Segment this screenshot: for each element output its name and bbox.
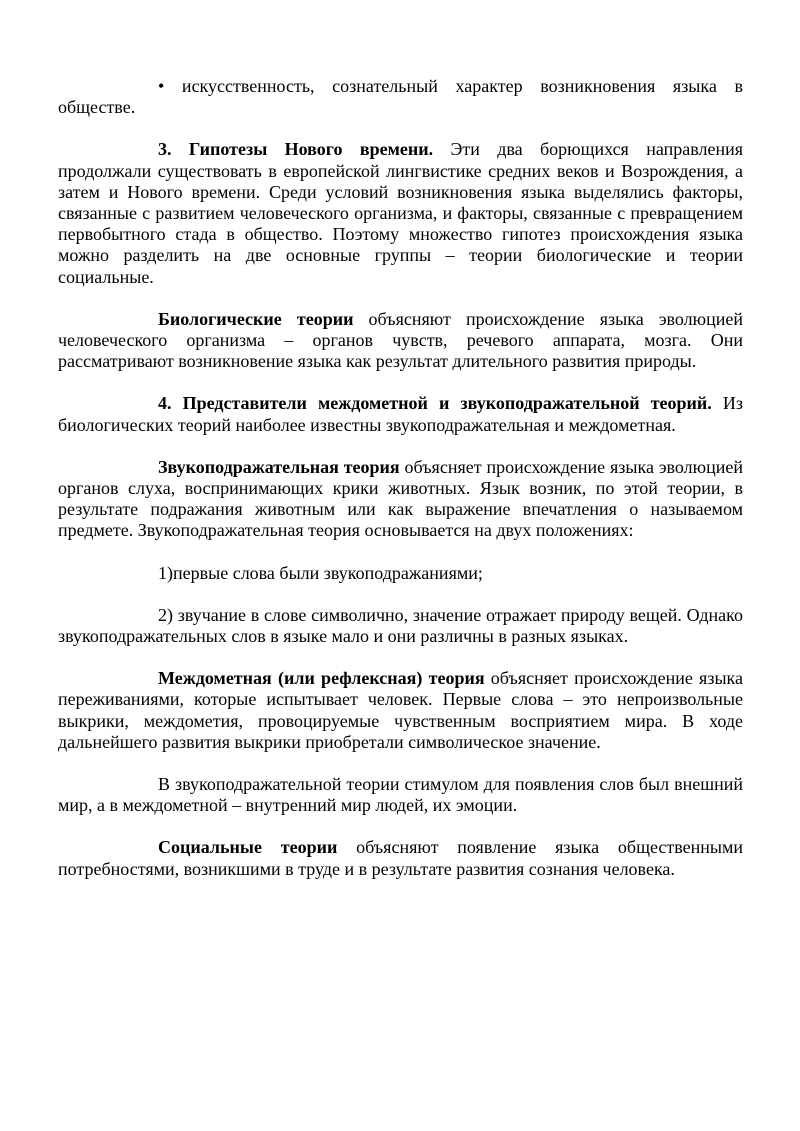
- onomatopoeic-theory-paragraph: [58, 457, 743, 542]
- list-item-1: [58, 563, 743, 584]
- paragraph-text: объясняет происхождение языка переживаниями, которые испытывает человек. Первые слова – это непроизвольные выкрики, междометия, провоцируемые чувственным восприятием мира. В ходе дальнейшего развития выкрики приобретали символическое значение.: [58, 668, 743, 752]
- social-theories-paragraph: [58, 837, 743, 879]
- interjection-theory-paragraph: [58, 668, 743, 753]
- comparison-paragraph: [58, 774, 743, 816]
- list-item-2: [58, 605, 743, 647]
- paragraph-text: В звукоподражательной теории стимулом для появления слов был внешний мир, а в междометной – внутренний мир людей, их эмоции.: [58, 774, 743, 816]
- paragraph-text: 2) звучание в слове символично, значение отражает природу вещей. Однако звукоподражательных слов в языке мало и они различны в разных языках.: [58, 604, 743, 647]
- paragraph-text: объясняют появление языка общественными потребностями, возникшими в труде и в результате развития сознания человека.: [58, 837, 743, 879]
- section-heading: 4. Представители междометной и звукоподражательной теорий.: [158, 393, 712, 414]
- paragraph-text: • искусственность, сознательный характер возникновения языка в обществе.: [58, 76, 743, 118]
- paragraph-text: Из биологических теорий наиболее известны звукоподражательная и междометная.: [58, 393, 744, 435]
- bullet-paragraph: [58, 76, 743, 118]
- section-heading: 3. Гипотезы Нового времени.: [158, 139, 434, 160]
- paragraph-text: объясняет происхождение языка эволюцией органов слуха, воспринимающих крики животных. Язык возник, по этой теории, в результате подражания животным или как выражение впечатления о называемом предмете. Звукоподражательная теория основывается на двух положениях:: [58, 456, 744, 541]
- term-heading: Социальные теории: [158, 837, 338, 858]
- section-3-paragraph: [58, 139, 743, 287]
- paragraph-text: Эти два борющихся направления продолжали существовать в европейской лингвистике средних веков и Возрождения, а затем и Нового времени. Среди условий возникновения языка выделялись факторы, связанные с развитием человеческого организма, и факторы, связанные с превращением первобытного стада в общество. Поэтому множество гипотез происхождения языка можно разделить на две основные группы – теории биологические и теории социальные.: [58, 139, 743, 287]
- term-heading: Междометная (или рефлексная) теория: [158, 668, 485, 689]
- term-heading: Биологические теории: [158, 308, 354, 329]
- section-4-paragraph: [58, 393, 743, 435]
- biological-theories-paragraph: [58, 309, 743, 373]
- paragraph-text: 1)первые слова были звукоподражаниями;: [158, 562, 483, 583]
- paragraph-text: объясняют происхождение языка эволюцией человеческого организма – органов чувств, речевого аппарата, мозга. Они рассматривают возникновение языка как результат длительного развития природы.: [58, 308, 744, 372]
- document-page: [58, 76, 743, 901]
- term-heading: Звукоподражательная теория: [158, 456, 400, 477]
